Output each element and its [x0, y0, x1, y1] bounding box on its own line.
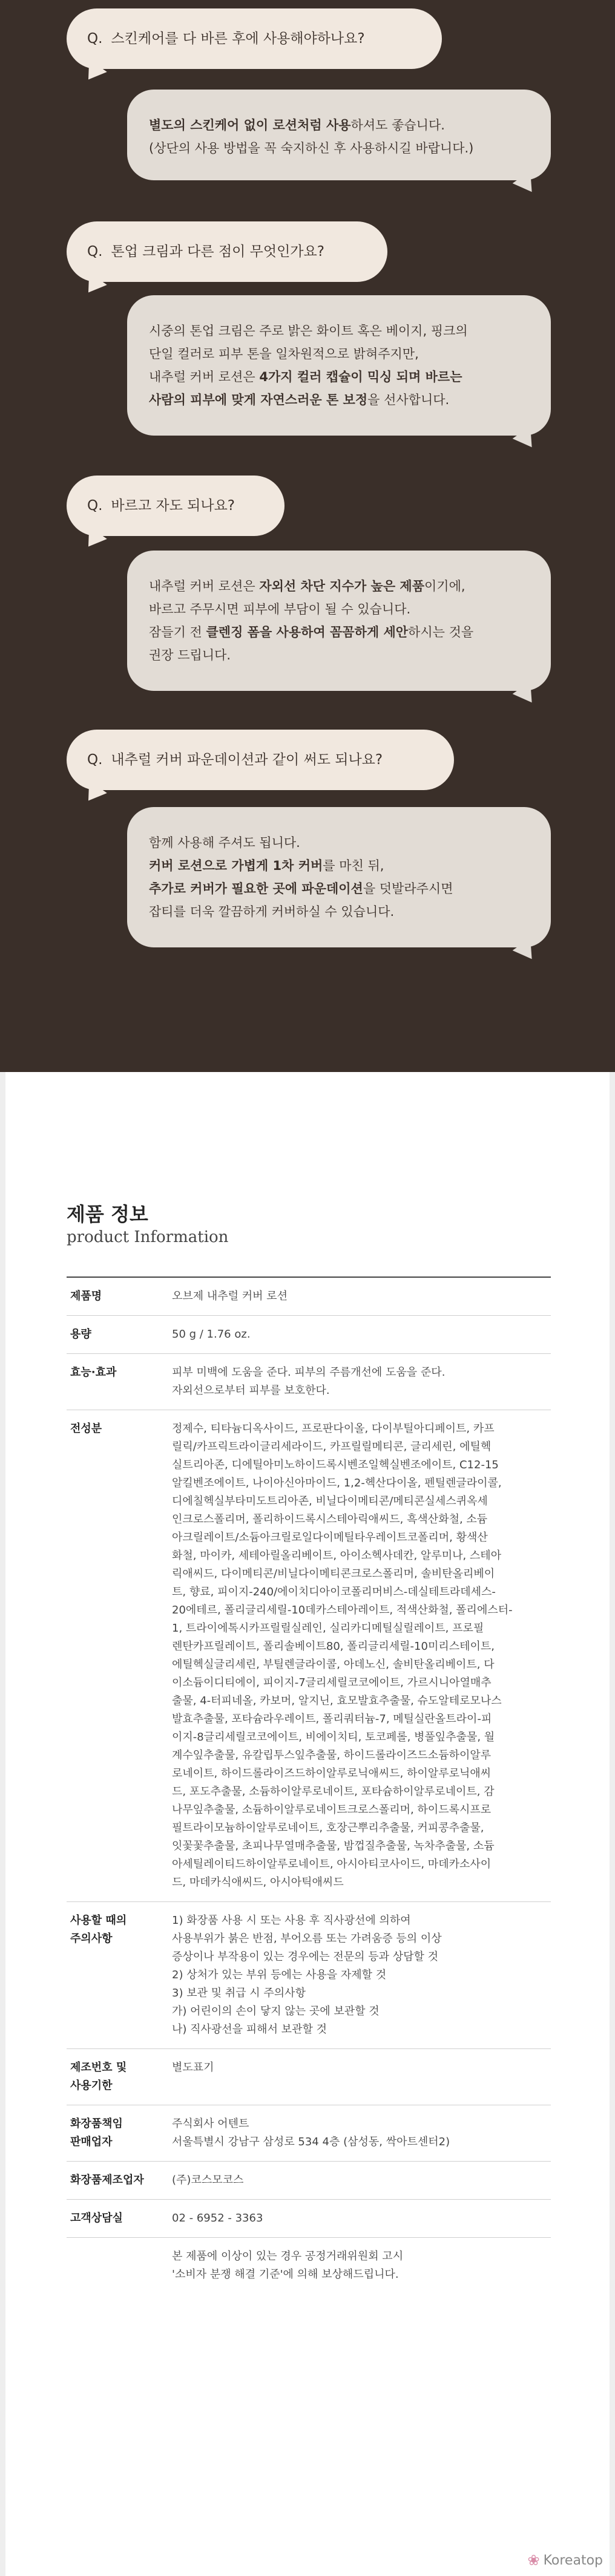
logo-text: Koreatop [543, 2552, 603, 2568]
info-row [67, 1902, 551, 2049]
answer-highlight: 자외선 차단 지수가 높은 제품 [259, 579, 425, 593]
brand-logo [527, 2552, 603, 2569]
question-text: 바르고 자도 되나요? [111, 498, 235, 514]
answer-line [149, 365, 529, 388]
q-label: Q. [87, 752, 103, 768]
answer-text: 함께 사용해 주셔도 됩니다. [149, 835, 300, 850]
answer-line [149, 342, 529, 365]
answer-highlight: 커버 로션으로 가볍게 1차 커버 [149, 858, 323, 873]
product-info-title: 제품 정보 [67, 1203, 148, 1226]
answer-line [149, 900, 529, 923]
info-label: 전성분 [70, 1422, 102, 1435]
answer-highlight: 4가지 컬러 캡슐이 믹싱 되며 바르는 [259, 370, 462, 384]
info-row [67, 1316, 551, 1354]
info-label [67, 2247, 172, 2284]
info-value: 별도표기 [172, 2061, 214, 2074]
info-value: 오브제 내추럴 커버 로션 [172, 1290, 288, 1303]
question-text: 스킨케어를 다 바른 후에 사용해야하나요? [111, 31, 365, 47]
answer-line [149, 575, 529, 598]
faq-answer-1 [127, 90, 551, 180]
answer-text: 권장 드립니다. [149, 648, 231, 662]
answer-highlight: 클렌징 폼을 사용하여 꼼꼼하게 세안 [206, 625, 409, 639]
answer-line [149, 877, 529, 900]
answer-line [149, 388, 529, 411]
info-label: 화장품제조업자 [70, 2174, 144, 2186]
q-label: Q. [87, 498, 103, 514]
info-value: 본 제품에 이상이 있는 경우 공정거래위원회 고시 '소비자 분쟁 해결 기준'에 의해 보상해드립니다. [172, 2250, 404, 2281]
answer-text: 하셔도 좋습니다. [350, 118, 445, 132]
answer-text: 을 선사합니다. [367, 393, 450, 407]
answer-text: 잡티를 더욱 깔끔하게 커버하실 수 있습니다. [149, 904, 395, 919]
answer-line [149, 319, 529, 342]
product-info-subtitle: product Information [67, 1228, 229, 1246]
info-row [67, 2049, 551, 2105]
answer-highlight: 사람의 피부에 맞게 자연스러운 톤 보정 [149, 393, 368, 407]
info-row [67, 2105, 551, 2162]
answer-text: 내추럴 커버 로션은 [149, 579, 260, 593]
info-label: 사용할 때의 주의사항 [70, 1914, 127, 1945]
faq-answer-4 [127, 807, 551, 947]
faq-question-3 [67, 476, 284, 536]
answer-text: 내추럴 커버 로션은 [149, 370, 260, 384]
answer-line [149, 137, 529, 160]
info-value: 피부 미백에 도움을 준다. 피부의 주름개선에 도움을 준다. 자외선으로부터 피부를 보호한다. [172, 1366, 446, 1397]
info-value: 50 g / 1.76 oz. [172, 1328, 251, 1341]
answer-text: (상단의 사용 방법을 꼭 숙지하신 후 사용하시길 바랍니다.) [149, 141, 474, 155]
answer-line [149, 114, 529, 137]
info-row [67, 2238, 551, 2293]
info-row [67, 1354, 551, 1410]
answer-text: 을 덧발라주시면 [363, 881, 453, 896]
answer-line [149, 621, 529, 644]
answer-line [149, 854, 529, 877]
info-value: 정제수, 티타늄디옥사이드, 프로판다이올, 다이부틸아디페이트, 카프 릴릭/카프릭트라이글리세라이드, 카프릴릴메티콘, 글리세린, 에틸헥 실트리아존, 디에틸아미노하이드록시벤조일헥실벤조에이트, C12-15 알킬벤조에이트, 나이아신아마이드, 1,2-헥산다이올, 펜틸렌글라이콜, 디에칠헥실부타미도트리아존, 비닐다이메티콘/메티콘실세스퀴옥세 인크로스폴리머, 폴리하이드록시스테아릭애씨드, 흑색산화철, 소듐 아크릴레이트/소듐아크릴로일다이메틸타우레이트코폴리머, 황색산 화철, 마이카, 세테아릴올리베이트, 아이소헥사데칸, 알루미나, 스테아 릭애씨드, 다이메티콘/비닐다이메티콘크로스폴리머, 솔비탄올리베이 트, 향료, 피이지-240/에이치디아이코폴리머비스-데실테트라데세스- 20에테르, 폴리글리세릴-10데카스테아레이트, 적색산화철, 폴리에스터- 1, 트라이에톡시카프릴릴실레인, 실리카디메틸실릴레이트, 프로필 렌탄카프릴레이트, 폴리솔베이트80, 폴리글리세릴-10미리스테이트, 에틸헥실글리세린, 부틸렌글라이콜, 아데노신, 솔비탄올리베이트, 다 이소듐이디티에이, 피이지-7글리세릴코코에이트, 가르시니아열매추 출물, 4-터피네올, 카보머, 알지닌, 효모발효추출물, 슈도알테로모나스 발효추출물, 포타슘라우레이트, 폴리쿼터늄-7, 메틸실란올트라이-피 이지-8글리세릴코코에이트, 비에이치티, 토코페롤, 병풀잎추출물, 월 계수잎추출물, 유칼립투스잎추출물, 하이드롤라이즈드소듐하이알루 로네이트, 하이드롤라이즈드하이알루로닉애씨드, 하이알루로닉애씨 드, 포도추출물, 소듐하이알루로네이트, 포타슘하이알루로네이트, 감 나무잎추출물, 소듐하이알루로네이트크로스폴리머, 하이드록시프로 필트라이모늄하이알루로네이트, 호장근뿌리추출물, 커피콩추출물, 잇꽃꽃추출물, 초피나무열매추출물, 밤껍질추출물, 녹차추출물, 소듐 아세틸레이티드하이알루로네이트, 아시아티코사이드, 마데카소사이 드, 마데카식애씨드, 아시아틱애씨드 [172, 1422, 513, 1889]
q-label: Q. [87, 31, 103, 47]
faq-answer-3 [127, 551, 551, 691]
answer-text: 바르고 주무시면 피부에 부담이 될 수 있습니다. [149, 602, 411, 616]
answer-text: 단일 컬러로 피부 톤을 일차원적으로 밝혀주지만, [149, 347, 419, 361]
info-row [67, 2162, 551, 2200]
info-label: 제품명 [70, 1290, 102, 1303]
info-value: 1) 화장품 사용 시 또는 사용 후 직사광선에 의하여 사용부위가 붉은 반점, 부어오름 또는 가려움증 등의 이상 증상이나 부작용이 있는 경우에는 전문의 등과 상담할 것 2) 상처가 있는 부위 등에는 사용을 자제할 것 3) 보관 및 취급 시 주의사항 가) 어린이의 손이 닿지 않는 곳에 보관할 것 나) 직사광선을 피해서 보관할 것 [172, 1914, 442, 2036]
faq-question-4 [67, 730, 454, 790]
answer-line [149, 644, 529, 667]
question-text: 내추럴 커버 파운데이션과 같이 써도 되나요? [111, 752, 383, 768]
faq-answer-2 [127, 295, 551, 436]
info-label: 효능·효과 [70, 1366, 117, 1379]
info-value: 02 - 6952 - 3363 [172, 2212, 263, 2225]
answer-line [149, 831, 529, 854]
faq-question-1 [67, 8, 442, 69]
info-value: 주식회사 어텐트 서울특별시 강남구 삼성로 534 4층 (삼성동, 싹아트센터2) [172, 2117, 450, 2148]
faq-question-2 [67, 221, 387, 282]
info-row [67, 1410, 551, 1902]
faq-section [0, 0, 615, 1072]
lotus-icon: ❀ [527, 2552, 540, 2569]
answer-text: 시중의 톤업 크림은 주로 밝은 화이트 혹은 베이지, 핑크의 [149, 324, 468, 338]
answer-highlight: 추가로 커버가 필요한 곳에 파운데이션 [149, 881, 363, 896]
info-label: 용량 [70, 1328, 91, 1341]
info-label: 제조번호 및 사용기한 [70, 2061, 127, 2092]
answer-text: 를 마친 뒤, [323, 858, 384, 873]
question-text: 톤업 크림과 다른 점이 무엇인가요? [111, 244, 324, 260]
answer-highlight: 별도의 스킨케어 없이 로션처럼 사용 [149, 118, 351, 132]
product-info-table [67, 1277, 551, 2293]
q-label: Q. [87, 244, 103, 260]
answer-text: 이기에, [424, 579, 465, 593]
info-row [67, 2200, 551, 2238]
info-label: 화장품책임 판매업자 [70, 2117, 123, 2148]
info-row [67, 1278, 551, 1316]
answer-text: 잠들기 전 [149, 625, 206, 639]
info-label: 고객상담실 [70, 2212, 123, 2225]
answer-line [149, 598, 529, 621]
info-value: (주)코스모코스 [172, 2174, 244, 2186]
answer-text: 하시는 것을 [408, 625, 474, 639]
